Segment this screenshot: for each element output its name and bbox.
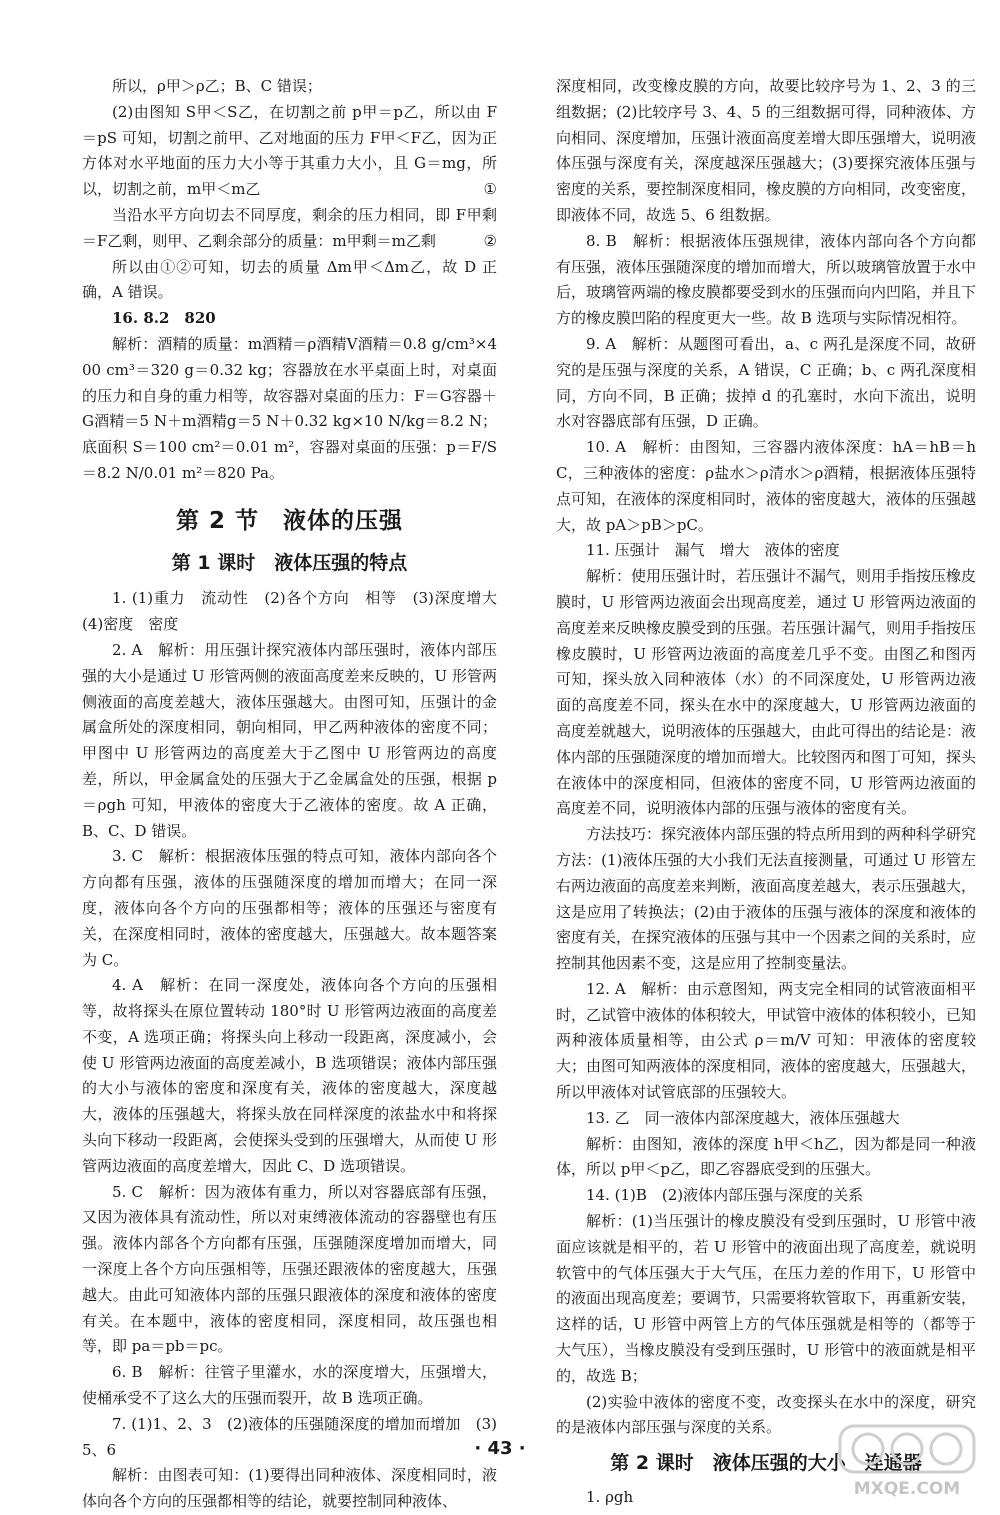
analysis-7: 解析：由图表可知：(1)要得出同种液体、深度相同时，液体向各个方向的压强都相等的结论，就要控制同种液体、 [82,1466,497,1511]
answer-10: 10. A 解析：由图知，三容器内液体深度：hA＝hB＝hC，三种液体的密度：ρ盐水＞ρ清水＞ρ酒精，根据液体压强特点可知，在液体的深度相同时，液体的密度越大，液体的压强越大，故 pA＞pB＞pC。 [556,438,977,534]
lesson-title: 第 1 课时 液体压强的特点 [171,551,408,574]
equation-marker: ① [483,180,497,199]
analysis-11: 解析：使用压强计时，若压强计不漏气，则用手指按压橡皮膜时，U 形管两边液面会出现高度差，通过 U 形管两边液面的高度差来反映橡皮膜受到的压强。若压强计漏气，则用手指按压橡皮膜时，U 形管两边液面的高度差几乎不变。由图乙和图丙可知，探头放入同种液体（水）的不同深度处，U 形管两边液面的高度差不同，探头在水中的深度越大，U 形管两边液面的高度差就越大，说明液体的压强越大，由此可得出的结论是：液体内部的压强随深度的增加而增大。比较图丙和图丁可知，探头在液体中的深度相同，但液体的密度不同，U 形管两边液面的高度差不同，说明液体内部的压强与液体的密度有关。 [556,567,977,818]
equation-marker: ② [483,231,497,250]
analysis-13: 解析：由图知，液体的深度 h甲＜h乙，因为都是同一种液体，所以 p甲＜p乙，即乙容器底受到的压强大。 [556,1134,976,1179]
answer-13: 13. 乙 同一液体内部深度越大，液体压强越大 [586,1108,900,1127]
analysis-14: 解析：(1)当压强计的橡皮膜没有受到压强时，U 形管中液面应该就是相平的，若 U 形管中的液面出现了高度差，就说明软管中的气体压强大于大气压，在压力差的作用下，U 形管中的液面出现高度差；要调节，只需要将软管取下，再重新安装，这样的话，U 形管中两管上方的气体压强就是相等的（都等于大气压），当橡皮膜没有受到压强时，U 形管中的液面就是相平的，故选 B； [556,1212,977,1385]
answer-7: 7. (1)1、2、3 (2)液体的压强随深度的增加而增加 (3)5、6 [82,1414,497,1459]
answer-5: 5. C 解析：因为液体有重力，所以对容器底部有压强，又因为液体具有流动性，所以对束缚液体流动的容器壁也有压强。液体内部各个方向都有压强，压强随深度增加而增大，同一深度上各个方向压强相等，压强还跟液体的密度越大，压强越大。由此可知液体内部的压强只跟液体的深度和液体的密度有关。在本题中，液体的密度相同，深度相同，故压强也相等，即 pa＝pb＝pc。 [82,1182,497,1356]
answer-9: 9. A 解析：从题图可看出，a、c 两孔是深度不同，故研究的是压强与深度的关系，A 错误，C 正确；b、c 两孔深度相同，方向不同，B 正确；拔掉 d 的孔塞时，水向下流出，说明水对容器底部有压强，D 正确。 [556,334,976,431]
section-title: 第 2 节 液体的压强 [175,507,404,534]
right-column [556,74,976,1511]
answer-4: 4. A 解析：在同一深度处，液体向各个方向的压强相等，故将探头在原位置转动 180°时 U 形管两边液面的高度差不变，A 选项正确；将探头向上移动一段距离，深度减小，会使 U 形管两边液面的高度差减小，B 选项错误；液体内部压强的大小与液体的密度和深度有关，液体的密度越大，深度越大，液体的压强越大，将探头放在同样深度的浓盐水中和将探头向下移动一段距离，会使探头受到的压强增大，从而使 U 形管两边液面的高度差增大，因此 C、D 选项错误。 [82,976,497,1175]
watermark-logo [832,1424,982,1500]
lesson-title: 第 2 课时 液体压强的大小 连通器 [610,1452,922,1475]
answer-12: 12. A 解析：由示意图知，两支完全相同的试管液面相平时，乙试管中液体的体积较大，甲试管中液体的体积较小，已知两种液体质量相等，由公式 ρ＝m/V 可知：甲液体的密度较大；由图可知两液体的深度相同，液体的密度越大，压强越大，所以甲液体对试管底部的压强较大。 [556,979,977,1102]
analysis-16: 解析：酒精的质量：m酒精＝ρ酒精V酒精＝0.8 g/cm³×400 cm³＝320 g＝0.32 kg；容器放在水平桌面上时，对桌面的压力和自身的重力相等，故容器对桌面的压力：F＝G容器＋G酒精＝5 N＋m酒精g＝5 N＋0.32 kg×10 N/kg＝8.2 N；底面积 S＝100 cm²＝0.01 m²，容器对桌面的压强：p＝F/S＝8.2 N/0.01 m²＝820 Pa。 [82,334,497,482]
paragraph: (2)由图知 S甲＜S乙，在切割之前 p甲＝p乙，所以由 F＝pS 可知，切割之前甲、乙对地面的压力 F甲＜F乙，因为正方体对水平地面的压力大小等于其重力大小，且 G＝mg，所以，切割之前，m甲＜m乙 ① [82,100,497,203]
answer-6: 6. B 解析：往管子里灌水，水的深度增大，压强增大，使桶承受不了这么大的压强而裂开，故 B 选项正确。 [82,1363,497,1408]
answer-1: 1. ρgh [586,1488,634,1507]
page-number: · 43 · [474,1438,526,1459]
paragraph: 深度相同，改变橡皮膜的方向，故要比较序号为 1、2、3 的三组数据；(2)比较序号 3、4、5 的三组数据可得，同种液体、方向相同、深度增加，压强计液面高度差增大即压强增大，说明液体压强与深度有关，深度越深压强越大；(3)要探究液体压强与密度的关系，要控制深度相同，橡皮膜的方向相同，改变密度，即液体不同，故选 5、6 组数据。 [556,77,977,224]
paragraph: 所以，ρ甲＞ρ乙；B、C 错误； [112,77,322,95]
paragraph: 当沿水平方向切去不同厚度，剩余的压力相同，即 F甲剩＝F乙剩，则甲、乙剩余部分的质量：m甲剩＝m乙剩 ② [82,203,497,255]
answer-11: 11. 压强计 漏气 增大 液体的密度 [586,541,840,560]
method-tip: 方法技巧：探究液体内部压强的特点所用到的两种科学研究方法：(1)液体压强的大小我们无法直接测量，可通过 U 形管左右两边液面的高度差来判断，液面高度差越大，表示压强越大，这是应用了转换法；(2)由于液体的压强与液体的深度和液体的密度有关，在探究液体的压强与其中一个因素之间的关系时，应控制其他因素不变，这是应用了控制变量法。 [556,825,977,973]
analysis-14-2: (2)实验中液体的密度不变，改变探头在水中的深度，研究的是液体内部压强与深度的关系。 [556,1392,976,1437]
paragraph: 所以由①②可知，切去的质量 Δm甲＜Δm乙，故 D 正确，A 错误。 [82,257,497,302]
answer-16: 16. 8.2 820 [112,309,216,328]
answer-1: 1. (1)重力 流动性 (2)各个方向 相等 (3)深度增大 (4)密度 密度 [82,589,513,634]
answer-14: 14. (1)B (2)液体内部压强与深度的关系 [586,1186,864,1205]
watermark-text: MXQE.COM [853,1479,961,1499]
answer-3: 3. C 解析：根据液体压强的特点可知，液体内部向各个方向都有压强，液体的压强随深度的增加而增大；在同一深度，液体向各个方向的压强都相等；液体的压强还与密度有关，在深度相同时，液体的密度越大，压强越大。故本题答案为 C。 [82,847,497,969]
answer-2: 2. A 解析：用压强计探究液体内部压强时，液体内部压强的大小是通过 U 形管两侧的液面高度差来反映的，U 形管两侧液面的高度差越大，液体压强越大。由图可知，压强计的金属盒所处的深度相同，朝向相同，甲乙两种液体的密度不同；甲图中 U 形管两边的高度差大于乙图中 U 形管两边的高度差，所以，甲金属盒处的压强大于乙金属盒处的压强，根据 p＝ρgh 可知，甲液体的密度大于乙液体的密度。故 A 正确，B、C、D 错误。 [82,640,497,840]
answer-8: 8. B 解析：根据液体压强规律，液体内部向各个方向都有压强，液体压强随深度的增加而增大，所以玻璃管放置于水中后，玻璃管两端的橡皮膜都要受到水的压强而向内凹陷，并且下方的橡皮膜凹陷的程度更大一些。故 B 选项与实际情况相符。 [556,231,977,328]
